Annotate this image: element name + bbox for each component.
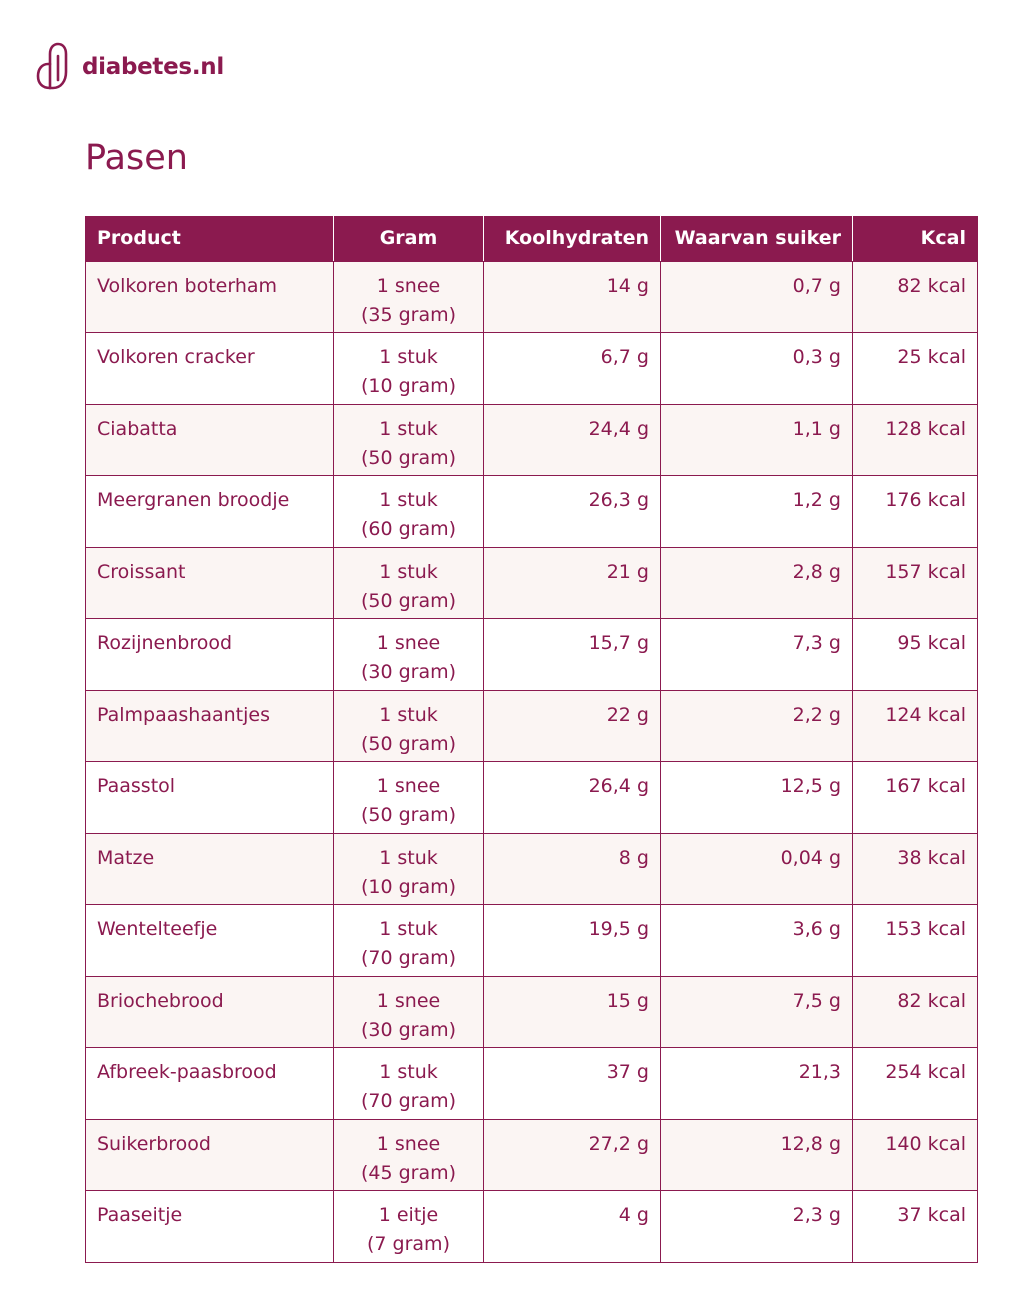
portion-unit: 1 stuk	[379, 918, 438, 940]
cell-product: Wentelteefje	[86, 905, 334, 977]
cell-koolhydraten: 15 g	[484, 976, 661, 1048]
cell-product: Rozijnenbrood	[86, 619, 334, 691]
cell-gram	[334, 333, 484, 405]
cell-kcal: 167 kcal	[853, 762, 978, 834]
cell-koolhydraten: 26,4 g	[484, 762, 661, 834]
cell-kcal: 153 kcal	[853, 905, 978, 977]
header-waarvan-suiker: Waarvan suiker	[661, 216, 853, 261]
cell-gram	[334, 1119, 484, 1191]
cell-kcal: 82 kcal	[853, 976, 978, 1048]
cell-kcal: 38 kcal	[853, 833, 978, 905]
portion-unit: 1 snee	[376, 989, 441, 1012]
cell-koolhydraten: 19,5 g	[484, 905, 661, 977]
cell-kcal: 128 kcal	[853, 404, 978, 476]
cell-gram	[334, 619, 484, 691]
cell-waarvan-suiker: 2,2 g	[661, 690, 853, 762]
cell-kcal: 37 kcal	[853, 1191, 978, 1263]
cell-koolhydraten: 26,3 g	[484, 476, 661, 548]
portion-grams: (70 gram)	[360, 947, 457, 969]
cell-kcal: 95 kcal	[853, 619, 978, 691]
cell-koolhydraten: 15,7 g	[484, 619, 661, 691]
portion-unit: 1 snee	[376, 775, 441, 797]
portion-grams: (7 gram)	[367, 1233, 450, 1255]
cell-kcal: 176 kcal	[853, 476, 978, 548]
cell-koolhydraten: 8 g	[484, 833, 661, 905]
cell-product: Matze	[86, 833, 334, 905]
portion-grams: (50 gram)	[360, 589, 457, 612]
portion-unit: 1 snee	[376, 1132, 441, 1155]
portion-unit: 1 stuk	[379, 846, 438, 869]
cell-waarvan-suiker: 21,3	[661, 1048, 853, 1120]
table-row	[86, 833, 978, 905]
table-row	[86, 762, 978, 834]
cell-gram	[334, 404, 484, 476]
cell-kcal: 82 kcal	[853, 261, 978, 333]
cell-gram	[334, 905, 484, 977]
cell-product: Croissant	[86, 547, 334, 619]
brand-name: diabetes.nl	[82, 54, 224, 80]
cell-gram	[334, 476, 484, 548]
cell-kcal: 157 kcal	[853, 547, 978, 619]
cell-waarvan-suiker: 0,04 g	[661, 833, 853, 905]
table-row	[86, 261, 978, 333]
portion-unit: 1 stuk	[379, 703, 438, 726]
diabetes-logo-icon	[36, 42, 72, 92]
cell-koolhydraten: 27,2 g	[484, 1119, 661, 1191]
portion-grams: (35 gram)	[360, 303, 457, 326]
header-koolhydraten: Koolhydraten	[484, 216, 661, 261]
portion-grams: (50 gram)	[360, 446, 457, 469]
cell-kcal: 140 kcal	[853, 1119, 978, 1191]
cell-product: Ciabatta	[86, 404, 334, 476]
cell-product: Paasstol	[86, 762, 334, 834]
cell-koolhydraten: 37 g	[484, 1048, 661, 1120]
cell-koolhydraten: 4 g	[484, 1191, 661, 1263]
portion-grams: (50 gram)	[360, 732, 457, 755]
cell-product: Volkoren boterham	[86, 261, 334, 333]
cell-product: Volkoren cracker	[86, 333, 334, 405]
portion-grams: (50 gram)	[360, 804, 457, 826]
portion-grams: (30 gram)	[360, 661, 457, 683]
portion-unit: 1 stuk	[379, 346, 438, 368]
portion-grams: (30 gram)	[360, 1018, 457, 1041]
portion-unit: 1 eitje	[378, 1204, 439, 1226]
cell-product: Palmpaashaantjes	[86, 690, 334, 762]
cell-gram	[334, 762, 484, 834]
cell-koolhydraten: 21 g	[484, 547, 661, 619]
cell-koolhydraten: 14 g	[484, 261, 661, 333]
table-row	[86, 905, 978, 977]
cell-waarvan-suiker: 1,2 g	[661, 476, 853, 548]
table-row	[86, 1048, 978, 1120]
portion-grams: (70 gram)	[360, 1090, 457, 1112]
cell-waarvan-suiker: 0,3 g	[661, 333, 853, 405]
table-row	[86, 619, 978, 691]
cell-product: Briochebrood	[86, 976, 334, 1048]
portion-unit: 1 stuk	[379, 417, 438, 440]
portion-unit: 1 stuk	[379, 489, 438, 511]
cell-koolhydraten: 22 g	[484, 690, 661, 762]
cell-product: Afbreek-paasbrood	[86, 1048, 334, 1120]
cell-product: Suikerbrood	[86, 1119, 334, 1191]
brand-logo[interactable]	[36, 42, 224, 92]
portion-unit: 1 stuk	[379, 560, 438, 583]
portion-grams: (60 gram)	[360, 518, 457, 540]
cell-gram	[334, 833, 484, 905]
table-row	[86, 690, 978, 762]
cell-kcal: 124 kcal	[853, 690, 978, 762]
page-title: Pasen	[85, 138, 188, 178]
cell-gram	[334, 1191, 484, 1263]
cell-gram	[334, 690, 484, 762]
cell-waarvan-suiker: 2,8 g	[661, 547, 853, 619]
table-row	[86, 547, 978, 619]
cell-waarvan-suiker: 7,3 g	[661, 619, 853, 691]
cell-waarvan-suiker: 2,3 g	[661, 1191, 853, 1263]
portion-grams: (45 gram)	[360, 1161, 457, 1184]
cell-product: Paaseitje	[86, 1191, 334, 1263]
cell-kcal: 254 kcal	[853, 1048, 978, 1120]
portion-unit: 1 snee	[376, 274, 441, 297]
header-product: Product	[86, 216, 334, 261]
cell-gram	[334, 261, 484, 333]
cell-waarvan-suiker: 12,5 g	[661, 762, 853, 834]
portion-unit: 1 stuk	[379, 1061, 438, 1083]
cell-waarvan-suiker: 0,7 g	[661, 261, 853, 333]
cell-gram	[334, 1048, 484, 1120]
header-kcal: Kcal	[853, 216, 978, 261]
header-gram: Gram	[334, 216, 484, 261]
table-row	[86, 333, 978, 405]
cell-koolhydraten: 24,4 g	[484, 404, 661, 476]
cell-waarvan-suiker: 7,5 g	[661, 976, 853, 1048]
cell-product: Meergranen broodje	[86, 476, 334, 548]
table-body	[86, 261, 978, 1262]
cell-waarvan-suiker: 1,1 g	[661, 404, 853, 476]
table-row	[86, 476, 978, 548]
table-row	[86, 1191, 978, 1263]
table-header-row	[86, 216, 978, 261]
table-row	[86, 976, 978, 1048]
portion-grams: (10 gram)	[360, 875, 457, 898]
table-row	[86, 1119, 978, 1191]
nutrition-table	[85, 216, 978, 1263]
table-row	[86, 404, 978, 476]
portion-grams: (10 gram)	[360, 375, 457, 397]
cell-kcal: 25 kcal	[853, 333, 978, 405]
cell-waarvan-suiker: 3,6 g	[661, 905, 853, 977]
cell-waarvan-suiker: 12,8 g	[661, 1119, 853, 1191]
cell-gram	[334, 547, 484, 619]
portion-unit: 1 snee	[376, 632, 441, 654]
cell-koolhydraten: 6,7 g	[484, 333, 661, 405]
cell-gram	[334, 976, 484, 1048]
